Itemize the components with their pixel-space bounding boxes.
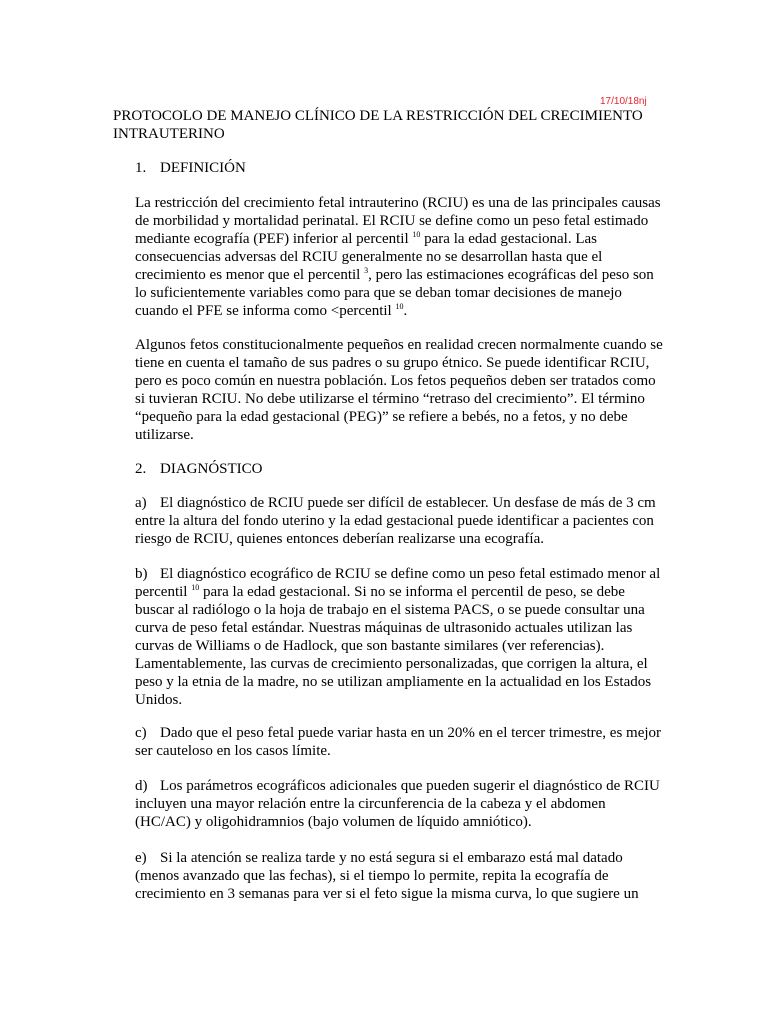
- superscript: 10: [395, 302, 404, 311]
- superscript: 10: [191, 583, 200, 592]
- superscript: 10: [412, 230, 421, 239]
- paragraph-text: , pero las estimaciones ecográficas del peso son lo suficientemente variables como para que se deban tomar decisiones de manejo cuando el PFE se informa como <percentil: [135, 267, 654, 319]
- list-text: para la edad gestacional. Si no se informa el percentil de peso, se debe buscar al radiólogo o la hoja de trabajo en el sistema PACS, o se puede consultar una curva de peso fetal estándar. Nuestras máquinas de ultrasonido actuales utilizan las curvas de Williams o de Hadlock, que son bastante similares (ver referencias). Lamentablemente, las curvas de crecimiento personalizadas, que corrigen la altura, el peso y la etnia de la madre, no se utilizan ampliamente en la actualidad en los Estados Unidos.: [135, 584, 652, 708]
- list-label: e): [135, 850, 147, 866]
- list-text: Dado que el peso fetal puede variar hasta en un 20% en el tercer trimestre, es mejor ser cauteloso en los casos límite.: [135, 725, 662, 759]
- paragraph-definicion-1: [135, 194, 663, 320]
- section-title: DIAGNÓSTICO: [160, 461, 263, 477]
- list-item-c: [135, 724, 663, 760]
- paragraph-text: para la edad gestacional. Las consecuencias adversas del RCIU generalmente no se desarrollan hasta que el crecimiento es menor que el percentil: [135, 231, 603, 283]
- list-item-e: [135, 849, 663, 903]
- list-label: d): [135, 778, 148, 794]
- list-label: b): [135, 566, 148, 582]
- paragraph-definicion-2: Algunos fetos constitucionalmente pequeños en realidad crecen normalmente cuando se tiene en cuenta el tamaño de sus padres o su grupo étnico. Se puede identificar RCIU, pero es poco común en nuestra población. Los fetos pequeños deben ser tratados como si tuvieran RCIU. No debe utilizarse el término “retraso del crecimiento”. El término “pequeño para la edad gestacional (PEG)” se refiere a bebés, no a fetos, y no debe utilizarse.: [135, 337, 663, 443]
- superscript: 3: [364, 266, 369, 275]
- list-item-b: [135, 565, 663, 709]
- paragraph-text: .: [403, 303, 408, 319]
- list-text: Si la atención se realiza tarde y no está segura si el embarazo está mal datado (menos avanzado que las fechas), si el tiempo lo permite, repita la ecografía de crecimiento en 3 semanas para ver si el feto sigue la misma curva, lo que sugiere un: [135, 850, 639, 902]
- list-text: El diagnóstico de RCIU puede ser difícil de establecer. Un desfase de más de 3 cm entre la altura del fondo uterino y la edad gestacional puede identificar a pacientes con riesgo de RCIU, quienes entonces deberían realizarse una ecografía.: [135, 495, 656, 547]
- list-text: Los parámetros ecográficos adicionales que pueden sugerir el diagnóstico de RCIU incluyen una mayor relación entre la circunferencia de la cabeza y el abdomen (HC/AC) y oligohidramnios (bajo volumen de líquido amniótico).: [135, 778, 660, 830]
- list-label: c): [135, 725, 147, 741]
- section-heading-diagnostico: [135, 460, 263, 478]
- section-number: 1.: [135, 160, 147, 176]
- list-text: El diagnóstico ecográfico de RCIU se define como un peso fetal estimado menor al percentil: [135, 566, 661, 600]
- paragraph-text: La restricción del crecimiento fetal intrauterino (RCIU) es una de las principales causas de morbilidad y mortalidad perinatal. El RCIU se define como un peso fetal estimado mediante ecografía (PEF) inferior al percentil: [135, 195, 661, 247]
- section-number: 2.: [135, 461, 147, 477]
- date-stamp: 17/10/18nj: [600, 96, 647, 107]
- section-title: DEFINICIÓN: [160, 160, 246, 176]
- list-item-d: [135, 777, 663, 831]
- section-heading-definicion: [135, 159, 246, 177]
- list-label: a): [135, 495, 147, 511]
- list-item-a: [135, 494, 663, 548]
- document-title: PROTOCOLO DE MANEJO CLÍNICO DE LA RESTRICCIÓN DEL CRECIMIENTO INTRAUTERINO: [113, 108, 643, 142]
